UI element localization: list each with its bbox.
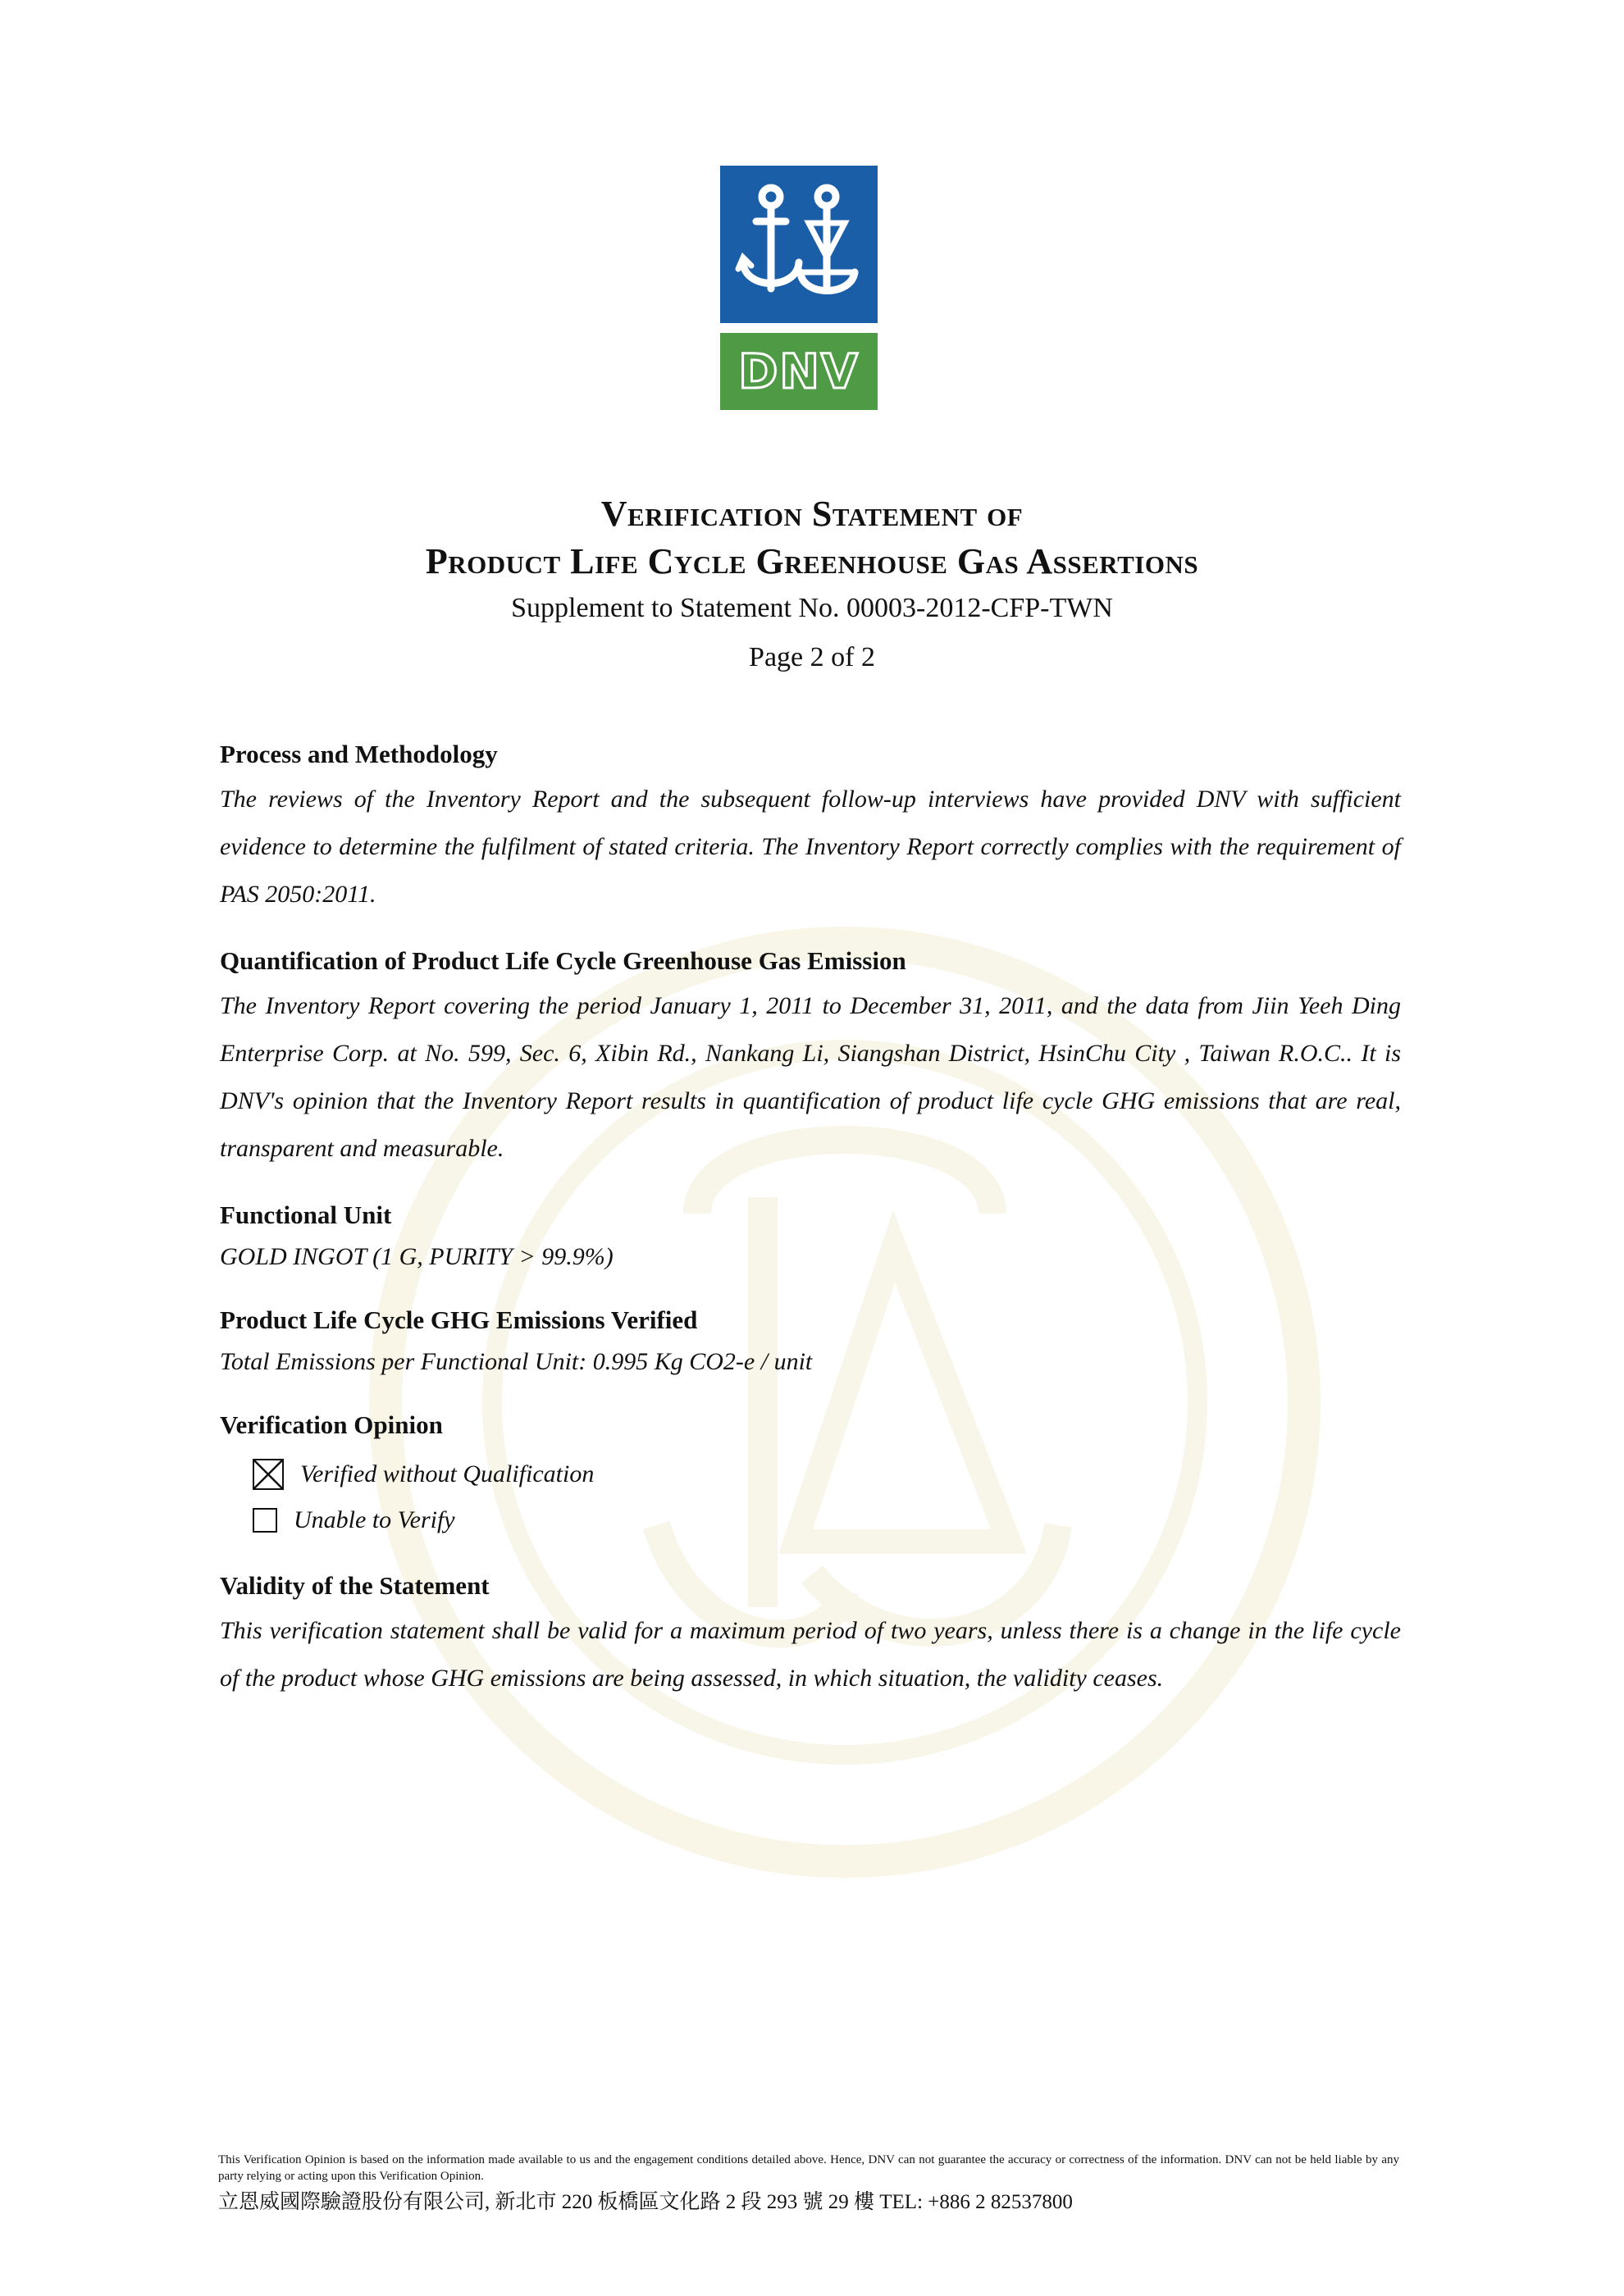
- section-text: GOLD INGOT (1 G, PURITY > 99.9%): [220, 1243, 614, 1270]
- dnv-logo: [720, 166, 878, 410]
- option-label: Unable to Verify: [294, 1506, 455, 1533]
- section-title: Quantification of Product Life Cycle Greenhouse Gas Emission: [220, 946, 906, 975]
- option-unable[interactable]: [253, 1497, 1401, 1543]
- section-validity: [220, 1568, 1401, 1702]
- section-text: This verification statement shall be valid for a maximum period of two years, unless there is a change in the life cycle of the product whose GHG emissions are being assessed, in which situation, the validity ceases.: [220, 1617, 1401, 1692]
- page-number: Page 2 of 2: [749, 642, 875, 672]
- section-opinion: [220, 1407, 1401, 1543]
- disclaimer-text: This Verification Opinion is based on the information made available to us and the engagement conditions detailed above. Hence, DNV can not guarantee the accuracy or correctness of the information. DNV can not be held liable by any party relying or acting upon this Verification Opinion.: [218, 2153, 1399, 2183]
- section-functional-unit: [220, 1197, 1401, 1278]
- checked-box-icon[interactable]: [253, 1459, 284, 1490]
- option-verified[interactable]: [253, 1451, 1401, 1497]
- section-process: [220, 736, 1401, 918]
- company-address: 立恩威國際驗證股份有限公司, 新北市 220 板橋區文化路 2 段 293 號 29 樓 TEL: +886 2 82537800: [218, 2191, 1073, 2213]
- statement-number: Supplement to Statement No. 00003-2012-CFP-TWN: [511, 593, 1113, 623]
- statement-body: [220, 736, 1401, 1727]
- title-line-2: Product Life Cycle Greenhouse Gas Assertions: [425, 541, 1199, 581]
- section-title: Functional Unit: [220, 1200, 392, 1229]
- option-label: Verified without Qualification: [300, 1460, 595, 1487]
- logo-wordmark: DNV: [738, 344, 860, 399]
- section-title: Process and Methodology: [220, 740, 498, 768]
- section-title: Verification Opinion: [220, 1410, 443, 1439]
- title-line-1: Verification Statement of: [600, 494, 1024, 534]
- section-quantification: [220, 943, 1401, 1173]
- section-title: Product Life Cycle GHG Emissions Verified: [220, 1305, 698, 1334]
- section-text: Total Emissions per Functional Unit: 0.995 Kg CO2-e / unit: [220, 1348, 813, 1375]
- logo-emblem: [720, 166, 878, 323]
- section-title: Validity of the Statement: [220, 1571, 490, 1600]
- section-emissions: [220, 1302, 1401, 1383]
- opinion-options: [220, 1451, 1401, 1543]
- section-text: The reviews of the Inventory Report and the subsequent follow-up interviews have provided DNV with sufficient evidence to determine the fulfilment of stated criteria. The Inventory Report correctly complies with the requirement of PAS 2050:2011.: [220, 786, 1401, 908]
- anchor-scales-icon: [720, 166, 878, 323]
- section-text: The Inventory Report covering the period January 1, 2011 to December 31, 2011, and the data from Jiin Yeeh Ding Enterprise Corp. at No. 599, Sec. 6, Xibin Rd., Nankang Li, Siangshan District, HsinChu City , Taiwan R.O.C.. It is DNV's opinion that the Inventory Report results in quantification of product life cycle GHG emissions that are real, transparent and measurable.: [220, 992, 1401, 1162]
- page-title: [0, 490, 1624, 585]
- page-footer: [218, 2152, 1399, 2217]
- empty-box-icon[interactable]: [253, 1508, 277, 1533]
